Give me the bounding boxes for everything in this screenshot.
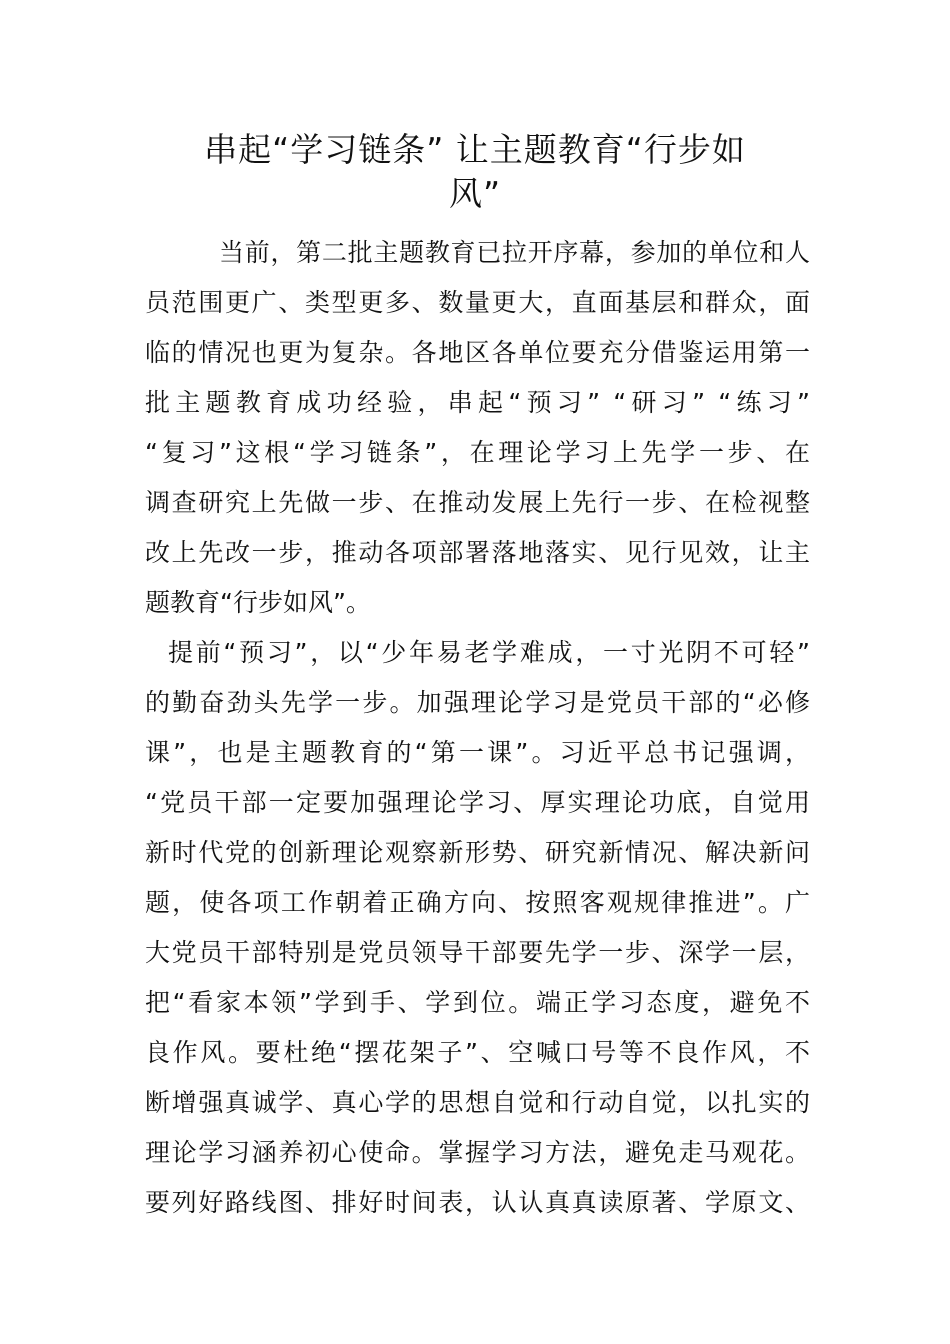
title-line: 风” <box>448 174 502 213</box>
text-line: 员范围更广、类型更多、数量更大，直面基层和群众，面 <box>145 288 810 317</box>
text-line: 要列好路线图、排好时间表，认认真真读原著、学原文、 <box>145 1188 810 1217</box>
text-line: 新时代党的创新理论观察新形势、研究新情况、解决新问 <box>145 838 810 867</box>
paragraph <box>145 228 810 628</box>
text-line: 把“看家本领”学到手、学到位。端正学习态度，避免不 <box>145 988 810 1017</box>
text-line: 改上先改一步，推动各项部署落地落实、见行见效，让主 <box>145 538 810 567</box>
text-line: 批主题教育成功经验，串起“预习” “研习” “练习” <box>145 388 810 417</box>
text-line: 的勤奋劲头先学一步。加强理论学习是党员干部的“必修 <box>145 688 810 717</box>
document-title <box>160 128 790 216</box>
text-line: “复习”这根“学习链条”，在理论学习上先学一步、在 <box>145 438 810 467</box>
text-line: 题，使各项工作朝着正确方向、按照客观规律推进”。广 <box>145 888 810 917</box>
text-line: 当前，第二批主题教育已拉开序幕，参加的单位和人 <box>219 238 810 267</box>
text-line: 临的情况也更为复杂。各地区各单位要充分借鉴运用第一 <box>145 338 810 367</box>
text-line: 提前“预习”，以“少年易老学难成，一寸光阴不可轻” <box>168 638 810 667</box>
text-line: 良作风。要杜绝“摆花架子”、空喊口号等不良作风，不 <box>145 1038 810 1067</box>
text-line: 课”，也是主题教育的“第一课”。习近平总书记强调， <box>145 738 810 767</box>
paragraph <box>145 628 810 1228</box>
text-line: 题教育“行步如风”。 <box>145 588 371 617</box>
document-body <box>145 228 810 1228</box>
text-line: 大党员干部特别是党员领导干部要先学一步、深学一层， <box>145 938 810 967</box>
title-line: 串起“学习链条” 让主题教育“行步如 <box>204 130 746 169</box>
text-line: 调查研究上先做一步、在推动发展上先行一步、在检视整 <box>145 488 810 517</box>
text-line: “党员干部一定要加强理论学习、厚实理论功底，自觉用 <box>145 788 810 817</box>
text-line: 理论学习涵养初心使命。掌握学习方法，避免走马观花。 <box>145 1138 810 1167</box>
text-line: 断增强真诚学、真心学的思想自觉和行动自觉，以扎实的 <box>145 1088 810 1117</box>
